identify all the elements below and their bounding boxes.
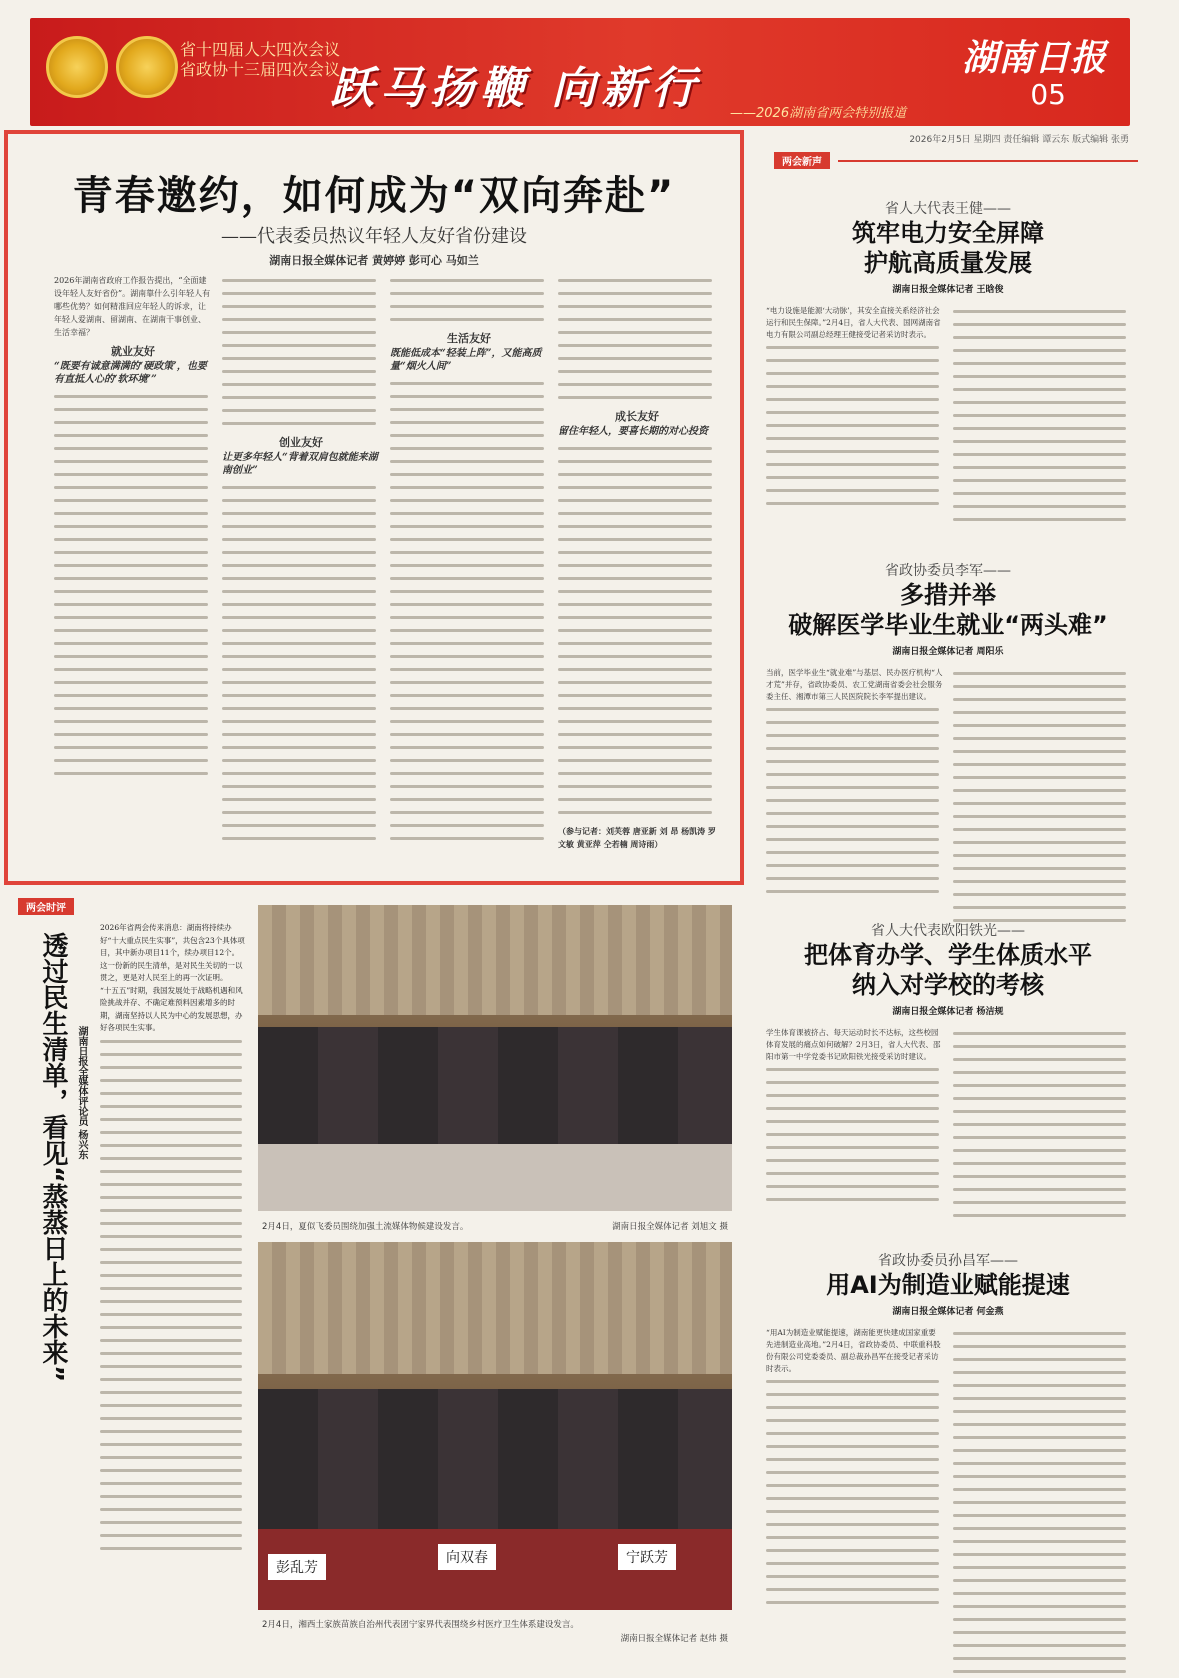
national-emblem-icon [46,36,108,98]
article-kicker: 省政协委员李军—— [885,563,1011,579]
section-tag-commentary: 两会时评 [18,898,74,915]
section-title-jobs: 就业友好 [111,345,155,358]
main-intro: 2026年湖南省政府工作报告提出，“全面建设年轻人友好省份”。湖南靠什么引年轻人有哪些优势？如何精准回应年轻人的诉求，让年轻人爱湖南、留湖南、在湖南干事创业、生活幸福？ [54,276,211,337]
special-report-label: ——2026湖南省两会特别报道 [730,106,907,121]
main-column-3 [390,274,548,874]
article-medical-grads [758,560,1138,927]
nameplate: 彭乱芳 [268,1554,326,1580]
photo-credit: 湖南日报全媒体记者 赵炜 摄 [620,1634,728,1644]
banner-slogan: 跃马扬鞭 向新行 [330,63,702,114]
main-column-2 [222,274,380,874]
article-title: 把体育办学、学生体质水平 [804,941,1092,969]
article-title-line2: 护航高质量发展 [864,249,1032,277]
nameplate: 向双春 [438,1544,496,1570]
commentary-title: 透过民生清单，看见“蒸蒸日上的未来” [38,932,68,1383]
main-columns [54,274,716,874]
article-byline: 湖南日报全媒体记者 何金燕 [892,1307,1004,1317]
article-kicker: 省人大代表王健—— [885,201,1011,217]
section-sub-growth: 留住年轻人，要喜长期的对心投资 [558,426,708,437]
main-column-1 [54,274,212,874]
section-sub-jobs: “既要有诚意满满的‘硬政策’，也要有直抵人心的‘软环境’” [54,361,207,385]
article-byline: 湖南日报全媒体记者 王晗俊 [892,285,1004,295]
section-sub-life: 既能低成本“轻装上阵”，又能高质量“烟火人间” [390,348,542,372]
main-byline: 湖南日报全媒体记者 黄婷婷 彭可心 马如兰 [269,254,479,267]
emblem-group [46,36,178,98]
section-tag-voices: 两会新声 [774,152,830,169]
article-body: “电力设施是能源‘大动脉’，其安全直接关系经济社会运行和民生保障。”2月4日，省人大代表、国网湖南省电力有限公司副总经理王健接受记者采访时表示。 [766,305,943,526]
article-power-safety [758,198,1138,526]
nameplate: 宁跃芳 [618,1544,676,1570]
commentary-article [18,896,246,1636]
caption-text: 2月4日，湘西土家族苗族自治州代表团宁家界代表围绕乡村医疗卫生体系建设发言。 [262,1620,579,1630]
article-byline: 湖南日报全媒体记者 杨洁规 [892,1007,1004,1017]
commentary-lead: 2026年省两会传来消息：湖南将持续办好“十大重点民生实事”，共包含23个具体项目，其中新办项目11个，续办项目12个。这一份新的民生清单，是对民生关切的一以贯之，更是对人民至上的再一次证明。 [100,923,245,982]
section-sub-startup: 让更多年轻人“背着双肩包就能来湖南创业” [222,452,378,476]
main-article [4,130,744,885]
article-kicker: 省政协委员孙昌军—— [878,1253,1018,1269]
session-label [180,40,340,80]
session-line-2: 省政协十三届四次会议 [180,60,341,79]
article-kicker: 省人大代表欧阳铁光—— [871,923,1025,939]
section-title-growth: 成长友好 [615,410,659,423]
photo-meeting-2 [258,1242,732,1610]
right-column [758,150,1138,1373]
article-title-line2: 破解医学毕业生就业“两头难” [788,611,1108,639]
article-school-sports [758,920,1138,1222]
page-number: 05 [1030,78,1066,111]
main-column-4 [558,274,716,874]
cppcc-emblem-icon [116,36,178,98]
article-title: 用AI为制造业赋能提速 [826,1271,1070,1299]
article-body: “用AI为制造业赋能提速，湖南能更快建成国家重要先进制造业高地。”2月4日，省政协委员、中联重科股份有限公司党委委员、副总裁孙昌军在接受记者采访时表示。 [766,1327,943,1678]
participants-note: （参与记者：刘芙蓉 唐亚新 刘 昂 杨凯涛 罗文敏 黄亚萍 仝若楠 周诗雨） [558,826,716,849]
masthead-banner [30,18,1130,126]
dateline: 2026年2月5日 星期四 责任编辑 谭云东 版式编辑 张勇 [909,135,1129,145]
article-title: 筑牢电力安全屏障 [852,219,1044,247]
photo-caption-2 [262,1618,728,1644]
photo-meeting-1 [258,905,732,1211]
article-title: 多措并举 [900,581,996,609]
article-title-line2: 纳入对学校的考核 [852,971,1044,999]
photo-credit: 湖南日报全媒体记者 刘旭文 摄 [612,1222,728,1232]
section-title-life: 生活友好 [447,332,491,345]
main-headline: 青春邀约，如何成为“双向奔赴” [72,173,676,219]
paper-logo: 湖南日报 [961,37,1106,79]
commentary-byline: 湖南日报全媒体评论员 杨兴东 [76,1026,87,1160]
photo-caption-1 [262,1220,728,1232]
article-byline: 湖南日报全媒体记者 周阳乐 [892,647,1004,657]
caption-text: 2月4日，夏似飞委员围绕加强土流媒体物候建设发言。 [262,1222,469,1232]
commentary-body [100,922,246,1632]
article-body: 学生体育课被挤占、每天运动时长不达标，这些校园体育发展的痛点如何破解？2月3日，省人大代表、邵阳市第一中学党委书记欧阳铁光接受采访时建议。 [766,1027,943,1222]
main-subhead: ——代表委员热议年轻人友好省份建设 [221,226,527,247]
commentary-para: “十五五”时期，我国发展处于战略机遇和风险挑战并存、不确定难预料因素增多的时期，湖南坚持以人民为中心的发展思想，办好各项民生实事。 [100,985,243,1032]
article-body: 当前，医学毕业生“就业难”与基层、民办医疗机构“人才荒”并存，省政协委员、农工党湖南省委会社会服务委主任、湘潭市第三人民医院院长李军提出建议。 [766,667,943,927]
session-line-1: 省十四届人大四次会议 [180,40,341,59]
article-ai-manufacturing [758,1250,1138,1678]
section-title-startup: 创业友好 [279,436,323,449]
